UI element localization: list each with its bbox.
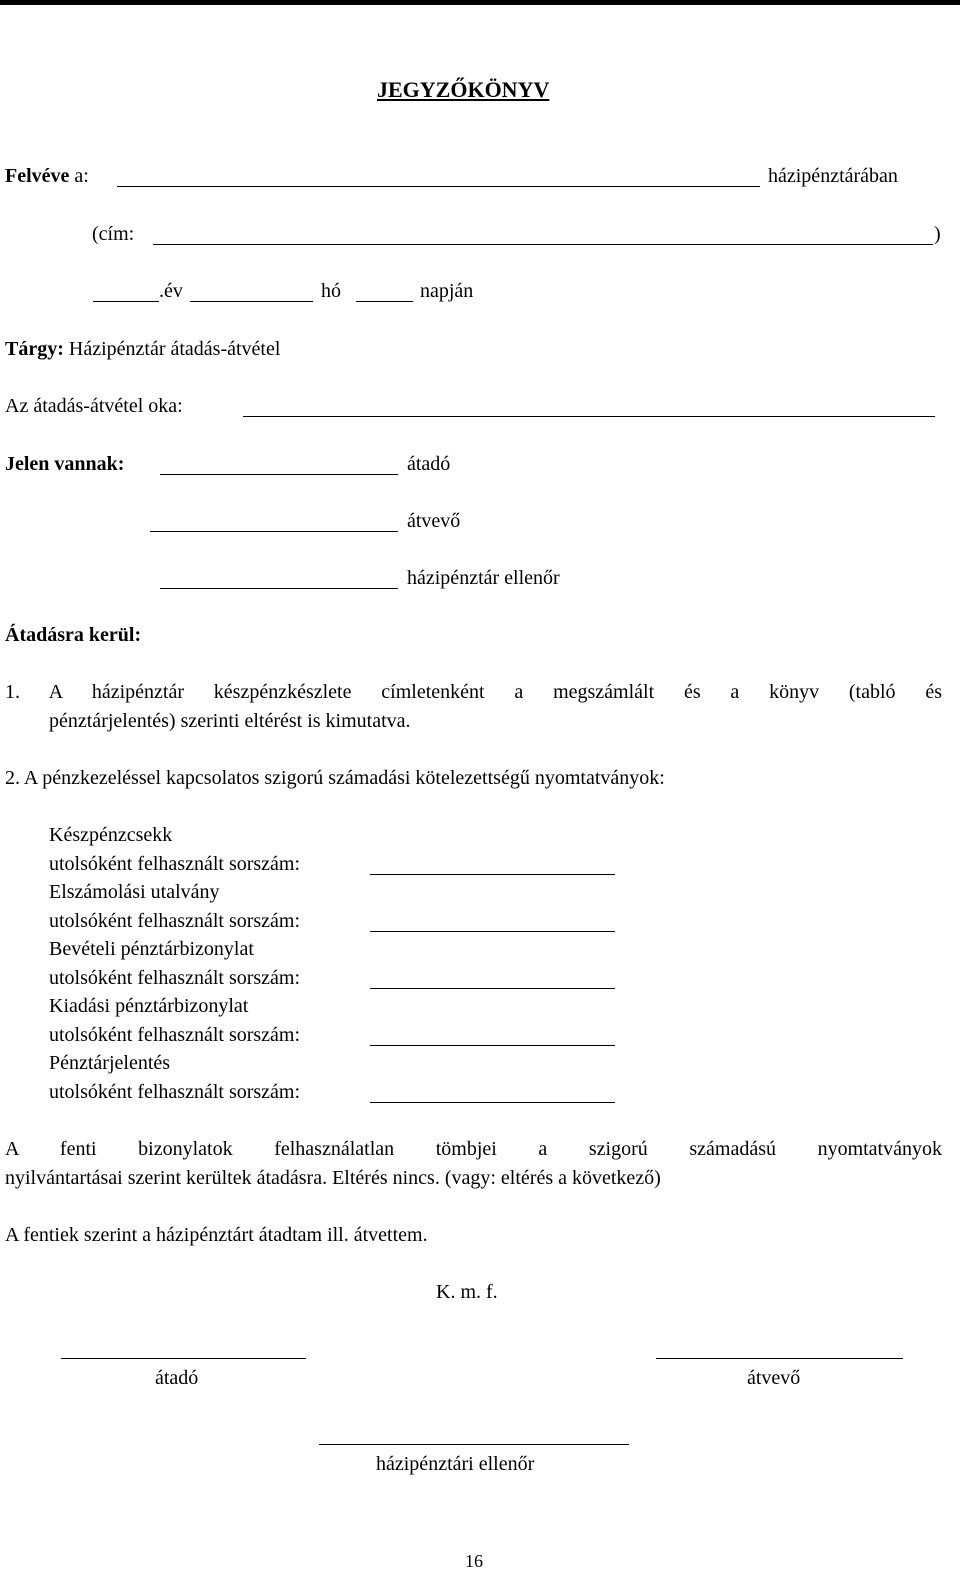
form-serial-blank-line[interactable] xyxy=(370,1045,615,1046)
atadasra-label: Átadásra kerül: xyxy=(5,624,142,646)
felveve-suffix: a: xyxy=(69,165,89,187)
ellenor-signature-line[interactable] xyxy=(319,1444,629,1445)
item1-line2: pénztárjelentés) szerinti eltérést is kimutatva. xyxy=(49,710,411,732)
jelen-role-atado: átadó xyxy=(407,453,451,475)
form-serial-label: utolsóként felhasznált sorszám: xyxy=(49,1081,301,1103)
atvevo-signature-line[interactable] xyxy=(656,1358,903,1359)
felveve-end-text: házipénztárában xyxy=(768,165,898,187)
day-label: napján xyxy=(420,280,474,302)
note-line2: nyilvántartásai szerint kerültek átadásra. Eltérés nincs. (vagy: eltérés a következő) xyxy=(5,1167,661,1189)
form-name: Kiadási pénztárbizonylat xyxy=(49,995,249,1017)
jelen-role-atvevo: átvevő xyxy=(407,510,461,532)
atado-signature-label: átadó xyxy=(155,1367,199,1389)
month-label: hó xyxy=(321,280,341,302)
form-serial-blank-line[interactable] xyxy=(370,1102,615,1103)
ellenor-signature-label: házipénztári ellenőr xyxy=(376,1453,535,1475)
cim-close-paren: ) xyxy=(934,223,941,245)
top-border xyxy=(0,0,960,5)
form-name: Elszámolási utalvány xyxy=(49,881,220,903)
atvevo-blank-line[interactable] xyxy=(150,531,398,532)
targy-label: Tárgy: xyxy=(5,338,64,360)
felveve-label xyxy=(5,164,89,188)
kmf-text: K. m. f. xyxy=(436,1281,498,1303)
targy-line xyxy=(5,337,280,361)
form-name: Pénztárjelentés xyxy=(49,1052,171,1074)
form-serial-blank-line[interactable] xyxy=(370,874,615,875)
item1-line1: 1. A házipénztár készpénzkészlete címletenként a megszámlált és a könyv (tabló és xyxy=(5,681,942,703)
atvevo-signature-label: átvevő xyxy=(747,1367,801,1389)
form-name: Készpénzcsekk xyxy=(49,824,173,846)
form-name: Bevételi pénztárbizonylat xyxy=(49,938,254,960)
page-title: JEGYZŐKÖNYV xyxy=(377,77,550,102)
cim-label: (cím: xyxy=(92,223,135,245)
jelen-role-ellenor: házipénztár ellenőr xyxy=(407,567,560,589)
form-serial-label: utolsóként felhasznált sorszám: xyxy=(49,967,301,989)
page-number: 16 xyxy=(465,1551,483,1571)
closing-text: A fentiek szerint a házipénztárt átadtam ill. átvettem. xyxy=(5,1224,428,1246)
month-blank-line[interactable] xyxy=(190,301,313,302)
oka-label: Az átadás-átvétel oka: xyxy=(5,395,183,417)
form-serial-label: utolsóként felhasznált sorszám: xyxy=(49,1024,301,1046)
oka-blank-line[interactable] xyxy=(243,416,935,417)
jelen-label: Jelen vannak: xyxy=(5,453,125,475)
felveve-blank-line[interactable] xyxy=(117,186,760,187)
year-label: .év xyxy=(159,280,183,302)
atado-blank-line[interactable] xyxy=(160,474,398,475)
form-serial-blank-line[interactable] xyxy=(370,931,615,932)
item2-text: 2. A pénzkezeléssel kapcsolatos szigorú számadási kötelezettségű nyomtatványok: xyxy=(5,767,665,789)
year-blank-line[interactable] xyxy=(93,301,159,302)
form-serial-label: utolsóként felhasznált sorszám: xyxy=(49,910,301,932)
targy-value: Házipénztár átadás-átvétel xyxy=(63,338,281,360)
atado-signature-line[interactable] xyxy=(61,1358,306,1359)
cim-blank-line[interactable] xyxy=(153,244,933,245)
ellenor-blank-line[interactable] xyxy=(160,588,398,589)
felveve-bold: Felvéve xyxy=(5,165,70,187)
note-line1: A fenti bizonylatok felhasználatlan tömbjei a szigorú számadású nyomtatványok xyxy=(5,1138,942,1160)
day-blank-line[interactable] xyxy=(356,301,413,302)
form-serial-label: utolsóként felhasznált sorszám: xyxy=(49,853,301,875)
form-serial-blank-line[interactable] xyxy=(370,988,615,989)
